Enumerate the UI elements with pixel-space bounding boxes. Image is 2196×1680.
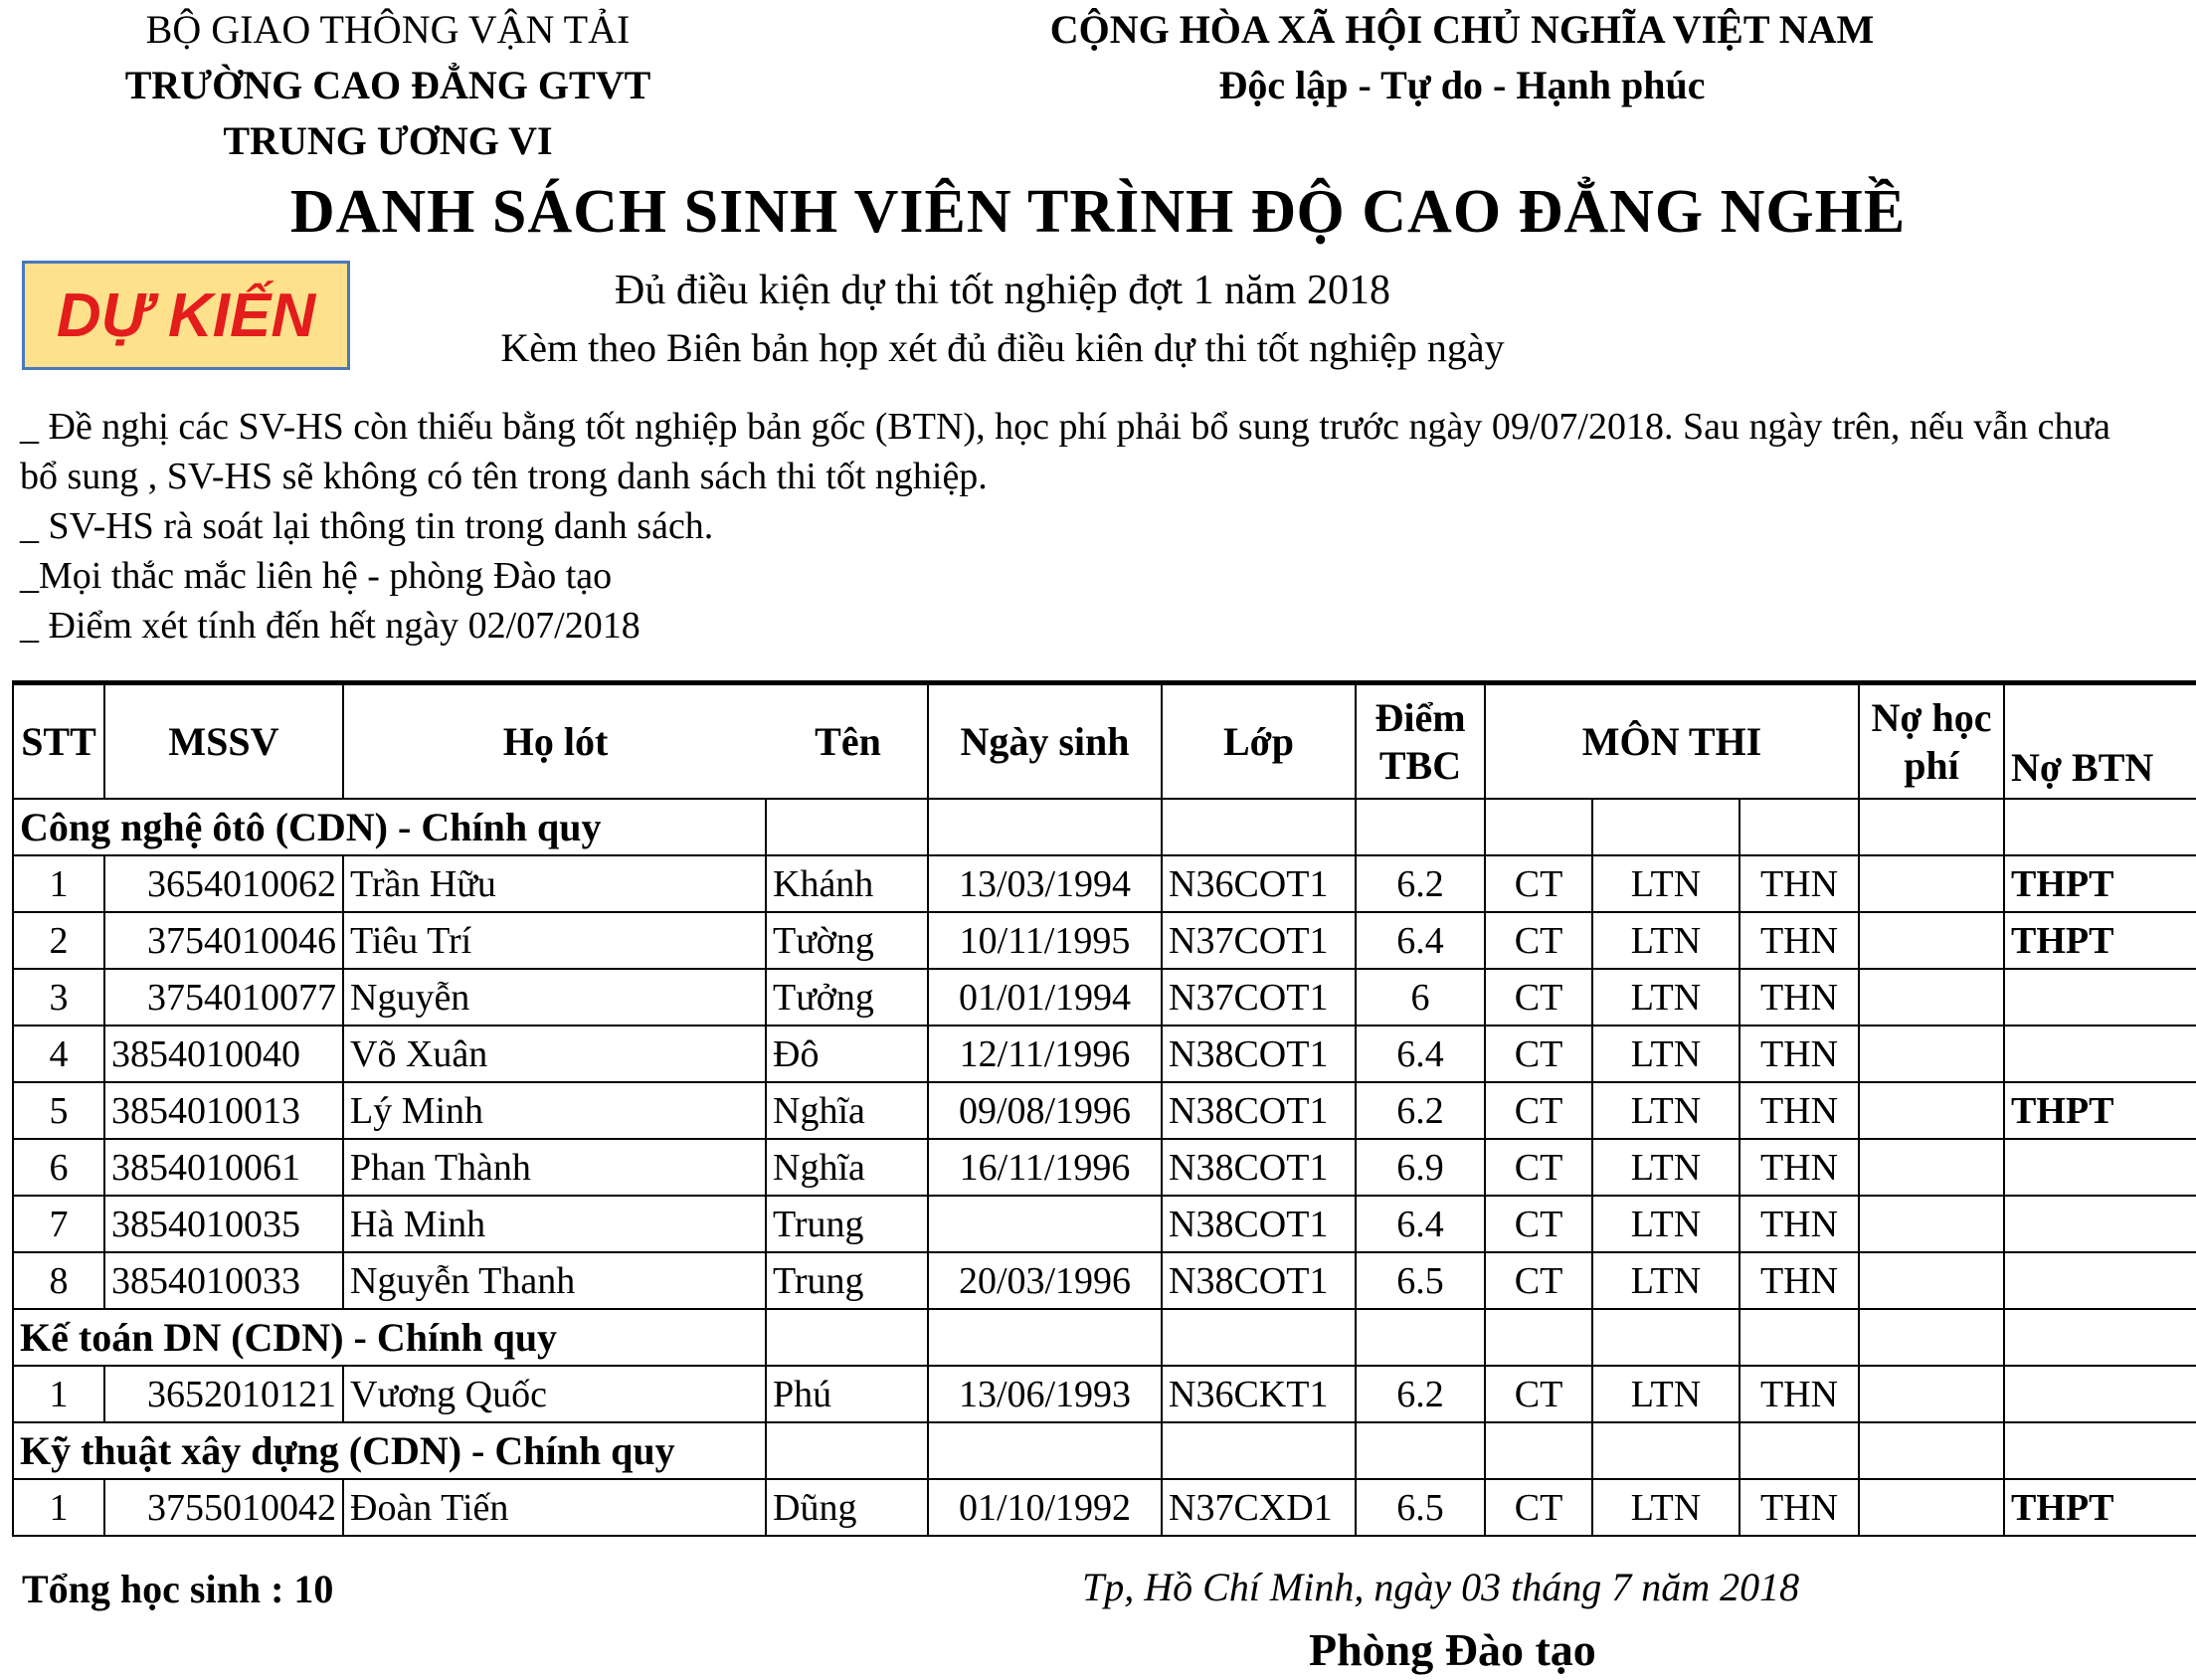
empty-cell bbox=[1485, 1422, 1592, 1479]
place-date: Tp, Hồ Chí Minh, ngày 03 tháng 7 năm 2018 bbox=[1082, 1565, 1800, 1609]
cell-mon-ltn: LTN bbox=[1592, 1139, 1739, 1196]
group-row bbox=[13, 799, 2196, 855]
empty-cell bbox=[928, 1309, 1162, 1366]
cell-holot: Trần Hữu bbox=[343, 855, 766, 912]
cell-stt: 2 bbox=[13, 912, 104, 969]
cell-mon-ltn: LTN bbox=[1592, 969, 1739, 1026]
cell-mon-thn: THN bbox=[1739, 1366, 1859, 1422]
cell-ten: Trung bbox=[766, 1196, 928, 1252]
cell-ngaysinh: 01/01/1994 bbox=[928, 969, 1162, 1026]
cell-mssv: 3754010077 bbox=[104, 969, 343, 1026]
cell-stt: 1 bbox=[13, 1366, 104, 1422]
note-line: _Mọi thắc mắc liên hệ - phòng Đào tạo bbox=[20, 555, 613, 597]
cell-diem: 6.2 bbox=[1356, 1082, 1485, 1139]
header-holot: Họ lót bbox=[502, 718, 609, 764]
header-ngaysinh: Ngày sinh bbox=[928, 683, 1162, 800]
cell-holot: Võ Xuân bbox=[343, 1026, 766, 1082]
cell-nohocphi bbox=[1859, 1252, 2004, 1309]
subtitle: Đủ điều kiện dự thi tốt nghiệp đợt 1 năm 2018 bbox=[615, 268, 1390, 313]
cell-lop: N38COT1 bbox=[1162, 1196, 1356, 1252]
empty-cell bbox=[1485, 1309, 1592, 1366]
cell-mon-ct: CT bbox=[1485, 1139, 1592, 1196]
cell-holot: Phan Thành bbox=[343, 1139, 766, 1196]
national-motto: Độc lập - Tự do - Hạnh phúc bbox=[1218, 63, 1706, 107]
cell-nobtn: THPT bbox=[2004, 1082, 2196, 1139]
cell-stt: 6 bbox=[13, 1139, 104, 1196]
notes bbox=[20, 402, 2188, 651]
cell-mon-ct: CT bbox=[1485, 1082, 1592, 1139]
cell-lop: N38COT1 bbox=[1162, 1082, 1356, 1139]
table-row bbox=[13, 912, 2196, 969]
empty-cell bbox=[1485, 799, 1592, 855]
cell-mon-ct: CT bbox=[1485, 1366, 1592, 1422]
table-row bbox=[13, 1252, 2196, 1309]
group-name: Kế toán DN (CDN) - Chính quy bbox=[13, 1309, 766, 1366]
ministry-header bbox=[80, 2, 696, 169]
empty-cell bbox=[2004, 1309, 2196, 1366]
empty-cell bbox=[1592, 1309, 1739, 1366]
empty-cell bbox=[1739, 799, 1859, 855]
cell-nobtn: THPT bbox=[2004, 1479, 2196, 1536]
note-line: _ SV-HS rà soát lại thông tin trong danh sách. bbox=[20, 505, 714, 547]
student-table bbox=[12, 680, 2196, 1537]
header-mssv: MSSV bbox=[104, 683, 343, 800]
cell-mon-thn: THN bbox=[1739, 1479, 1859, 1536]
cell-diem: 6.4 bbox=[1356, 1196, 1485, 1252]
cell-holot: Nguyễn Thanh bbox=[343, 1252, 766, 1309]
header-lop: Lớp bbox=[1162, 683, 1356, 800]
cell-nobtn: THPT bbox=[2004, 855, 2196, 912]
cell-mon-ct: CT bbox=[1485, 855, 1592, 912]
cell-diem: 6.5 bbox=[1356, 1479, 1485, 1536]
cell-lop: N37COT1 bbox=[1162, 969, 1356, 1026]
school-name: TRƯỜNG CAO ĐẲNG GTVT bbox=[124, 63, 651, 107]
empty-cell bbox=[1592, 799, 1739, 855]
empty-cell bbox=[1859, 1422, 2004, 1479]
cell-diem: 6.5 bbox=[1356, 1252, 1485, 1309]
cell-stt: 4 bbox=[13, 1026, 104, 1082]
empty-cell bbox=[766, 1422, 928, 1479]
cell-mssv: 3854010033 bbox=[104, 1252, 343, 1309]
cell-diem: 6 bbox=[1356, 969, 1485, 1026]
cell-mon-ct: CT bbox=[1485, 969, 1592, 1026]
school-name-line2: TRUNG ƯƠNG VI bbox=[223, 118, 553, 163]
cell-holot: Nguyễn bbox=[343, 969, 766, 1026]
total-students: Tổng học sinh : 10 bbox=[22, 1567, 334, 1611]
cell-ngaysinh: 09/08/1996 bbox=[928, 1082, 1162, 1139]
cell-ten: Đô bbox=[766, 1026, 928, 1082]
header-ten: Tên bbox=[815, 718, 881, 764]
cell-nobtn bbox=[2004, 1252, 2196, 1309]
cell-lop: N37CXD1 bbox=[1162, 1479, 1356, 1536]
cell-mon-thn: THN bbox=[1739, 1252, 1859, 1309]
cell-mon-thn: THN bbox=[1739, 1082, 1859, 1139]
cell-ngaysinh: 12/11/1996 bbox=[928, 1026, 1162, 1082]
cell-ngaysinh bbox=[928, 1196, 1162, 1252]
table-row bbox=[13, 1196, 2196, 1252]
draft-badge-label: DỰ KIẾN bbox=[56, 280, 316, 350]
cell-ten: Nghĩa bbox=[766, 1082, 928, 1139]
page-title: DANH SÁCH SINH VIÊN TRÌNH ĐỘ CAO ĐẲNG NGHỀ bbox=[289, 178, 1907, 246]
empty-cell bbox=[2004, 799, 2196, 855]
cell-diem: 6.4 bbox=[1356, 912, 1485, 969]
note-line: _ Đề nghị các SV-HS còn thiếu bằng tốt nghiệp bản gốc (BTN), học phí phải bổ sung trước ngày 09/07/2018. Sau ngày trên, nếu vẫn chưa bbox=[20, 406, 2110, 448]
cell-mssv: 3854010061 bbox=[104, 1139, 343, 1196]
cell-mon-ct: CT bbox=[1485, 912, 1592, 969]
header-name bbox=[343, 683, 928, 800]
cell-ten: Dũng bbox=[766, 1479, 928, 1536]
empty-cell bbox=[1162, 1309, 1356, 1366]
cell-stt: 3 bbox=[13, 969, 104, 1026]
note-line: _ Điểm xét tính đến hết ngày 02/07/2018 bbox=[20, 605, 640, 647]
empty-cell bbox=[1739, 1309, 1859, 1366]
cell-mon-ct: CT bbox=[1485, 1479, 1592, 1536]
cell-ten: Khánh bbox=[766, 855, 928, 912]
cell-mon-thn: THN bbox=[1739, 855, 1859, 912]
cell-nohocphi bbox=[1859, 1479, 2004, 1536]
empty-cell bbox=[1739, 1422, 1859, 1479]
cell-mon-ltn: LTN bbox=[1592, 855, 1739, 912]
empty-cell bbox=[928, 799, 1162, 855]
cell-ngaysinh: 13/06/1993 bbox=[928, 1366, 1162, 1422]
cell-mon-ltn: LTN bbox=[1592, 1252, 1739, 1309]
cell-diem: 6.2 bbox=[1356, 1366, 1485, 1422]
cell-diem: 6.2 bbox=[1356, 855, 1485, 912]
cell-ten: Tưởng bbox=[766, 969, 928, 1026]
cell-mon-ltn: LTN bbox=[1592, 912, 1739, 969]
cell-nohocphi bbox=[1859, 1026, 2004, 1082]
subtitle-attachment: Kèm theo Biên bản họp xét đủ điều kiên dự thi tốt nghiệp ngày bbox=[500, 325, 1505, 370]
cell-mssv: 3654010062 bbox=[104, 855, 343, 912]
table-row bbox=[13, 1082, 2196, 1139]
cell-ten: Tường bbox=[766, 912, 928, 969]
note-line: bổ sung , SV-HS sẽ không có tên trong danh sách thi tốt nghiệp. bbox=[20, 456, 988, 497]
group-row bbox=[13, 1309, 2196, 1366]
cell-nohocphi bbox=[1859, 1196, 2004, 1252]
table-row bbox=[13, 1139, 2196, 1196]
cell-lop: N36CKT1 bbox=[1162, 1366, 1356, 1422]
cell-nobtn bbox=[2004, 1196, 2196, 1252]
cell-mon-ltn: LTN bbox=[1592, 1366, 1739, 1422]
empty-cell bbox=[766, 1309, 928, 1366]
header-nohocphi: Nợ học phí bbox=[1859, 683, 2004, 800]
empty-cell bbox=[1162, 799, 1356, 855]
cell-nohocphi bbox=[1859, 1139, 2004, 1196]
header-diem: Điểm TBC bbox=[1356, 683, 1485, 800]
cell-mssv: 3652010121 bbox=[104, 1366, 343, 1422]
table-row bbox=[13, 855, 2196, 912]
cell-mon-thn: THN bbox=[1739, 1196, 1859, 1252]
cell-ngaysinh: 10/11/1995 bbox=[928, 912, 1162, 969]
empty-cell bbox=[1859, 1309, 2004, 1366]
empty-cell bbox=[1356, 1309, 1485, 1366]
ministry-name: BỘ GIAO THÔNG VẬN TẢI bbox=[145, 7, 631, 52]
table-row bbox=[13, 1479, 2196, 1536]
table-row bbox=[13, 1026, 2196, 1082]
cell-nohocphi bbox=[1859, 1082, 2004, 1139]
cell-lop: N38COT1 bbox=[1162, 1026, 1356, 1082]
header-stt: STT bbox=[13, 683, 104, 800]
cell-mssv: 3755010042 bbox=[104, 1479, 343, 1536]
cell-lop: N38COT1 bbox=[1162, 1139, 1356, 1196]
cell-nobtn bbox=[2004, 1139, 2196, 1196]
cell-nohocphi bbox=[1859, 912, 2004, 969]
group-name: Công nghệ ôtô (CDN) - Chính quy bbox=[13, 799, 766, 855]
cell-stt: 5 bbox=[13, 1082, 104, 1139]
cell-nobtn bbox=[2004, 1366, 2196, 1422]
cell-lop: N37COT1 bbox=[1162, 912, 1356, 969]
cell-lop: N36COT1 bbox=[1162, 855, 1356, 912]
national-header bbox=[995, 2, 1929, 113]
group-row bbox=[13, 1422, 2196, 1479]
cell-ngaysinh: 16/11/1996 bbox=[928, 1139, 1162, 1196]
header-monthi: MÔN THI bbox=[1485, 683, 1859, 800]
cell-mon-ct: CT bbox=[1485, 1252, 1592, 1309]
cell-nobtn: THPT bbox=[2004, 912, 2196, 969]
cell-holot: Đoàn Tiến bbox=[343, 1479, 766, 1536]
cell-mon-thn: THN bbox=[1739, 969, 1859, 1026]
cell-nohocphi bbox=[1859, 969, 2004, 1026]
table-row bbox=[13, 1366, 2196, 1422]
empty-cell bbox=[1356, 799, 1485, 855]
cell-mssv: 3854010013 bbox=[104, 1082, 343, 1139]
cell-holot: Lý Minh bbox=[343, 1082, 766, 1139]
cell-nohocphi bbox=[1859, 855, 2004, 912]
cell-nobtn bbox=[2004, 969, 2196, 1026]
table-row bbox=[13, 969, 2196, 1026]
cell-stt: 8 bbox=[13, 1252, 104, 1309]
cell-mon-thn: THN bbox=[1739, 1026, 1859, 1082]
cell-mon-ct: CT bbox=[1485, 1196, 1592, 1252]
cell-mon-ct: CT bbox=[1485, 1026, 1592, 1082]
cell-ngaysinh: 13/03/1994 bbox=[928, 855, 1162, 912]
cell-ten: Trung bbox=[766, 1252, 928, 1309]
empty-cell bbox=[1356, 1422, 1485, 1479]
empty-cell bbox=[928, 1422, 1162, 1479]
group-name: Kỹ thuật xây dựng (CDN) - Chính quy bbox=[13, 1422, 766, 1479]
cell-ten: Nghĩa bbox=[766, 1139, 928, 1196]
cell-holot: Vương Quốc bbox=[343, 1366, 766, 1422]
empty-cell bbox=[1592, 1422, 1739, 1479]
cell-lop: N38COT1 bbox=[1162, 1252, 1356, 1309]
cell-diem: 6.4 bbox=[1356, 1026, 1485, 1082]
cell-stt: 1 bbox=[13, 1479, 104, 1536]
cell-mssv: 3754010046 bbox=[104, 912, 343, 969]
cell-mon-thn: THN bbox=[1739, 912, 1859, 969]
cell-holot: Tiêu Trí bbox=[343, 912, 766, 969]
cell-holot: Hà Minh bbox=[343, 1196, 766, 1252]
cell-stt: 1 bbox=[13, 855, 104, 912]
empty-cell bbox=[2004, 1422, 2196, 1479]
cell-nobtn bbox=[2004, 1026, 2196, 1082]
cell-mssv: 3854010040 bbox=[104, 1026, 343, 1082]
table-body bbox=[13, 683, 2196, 1537]
cell-ten: Phú bbox=[766, 1366, 928, 1422]
cell-nohocphi bbox=[1859, 1366, 2004, 1422]
cell-mon-thn: THN bbox=[1739, 1139, 1859, 1196]
cell-ngaysinh: 01/10/1992 bbox=[928, 1479, 1162, 1536]
country-name: CỘNG HÒA XÃ HỘI CHỦ NGHĨA VIỆT NAM bbox=[1049, 7, 1875, 52]
cell-mon-ltn: LTN bbox=[1592, 1082, 1739, 1139]
cell-mon-ltn: LTN bbox=[1592, 1196, 1739, 1252]
cell-stt: 7 bbox=[13, 1196, 104, 1252]
empty-cell bbox=[1859, 799, 2004, 855]
cell-mssv: 3854010035 bbox=[104, 1196, 343, 1252]
cell-mon-ltn: LTN bbox=[1592, 1479, 1739, 1536]
cell-mon-ltn: LTN bbox=[1592, 1026, 1739, 1082]
empty-cell bbox=[1162, 1422, 1356, 1479]
signing-office: Phòng Đào tạo bbox=[1309, 1624, 1596, 1675]
header-nobtn: Nợ BTN bbox=[2004, 683, 2196, 800]
cell-ngaysinh: 20/03/1996 bbox=[928, 1252, 1162, 1309]
cell-diem: 6.9 bbox=[1356, 1139, 1485, 1196]
table-header-row bbox=[13, 683, 2196, 800]
empty-cell bbox=[766, 799, 928, 855]
